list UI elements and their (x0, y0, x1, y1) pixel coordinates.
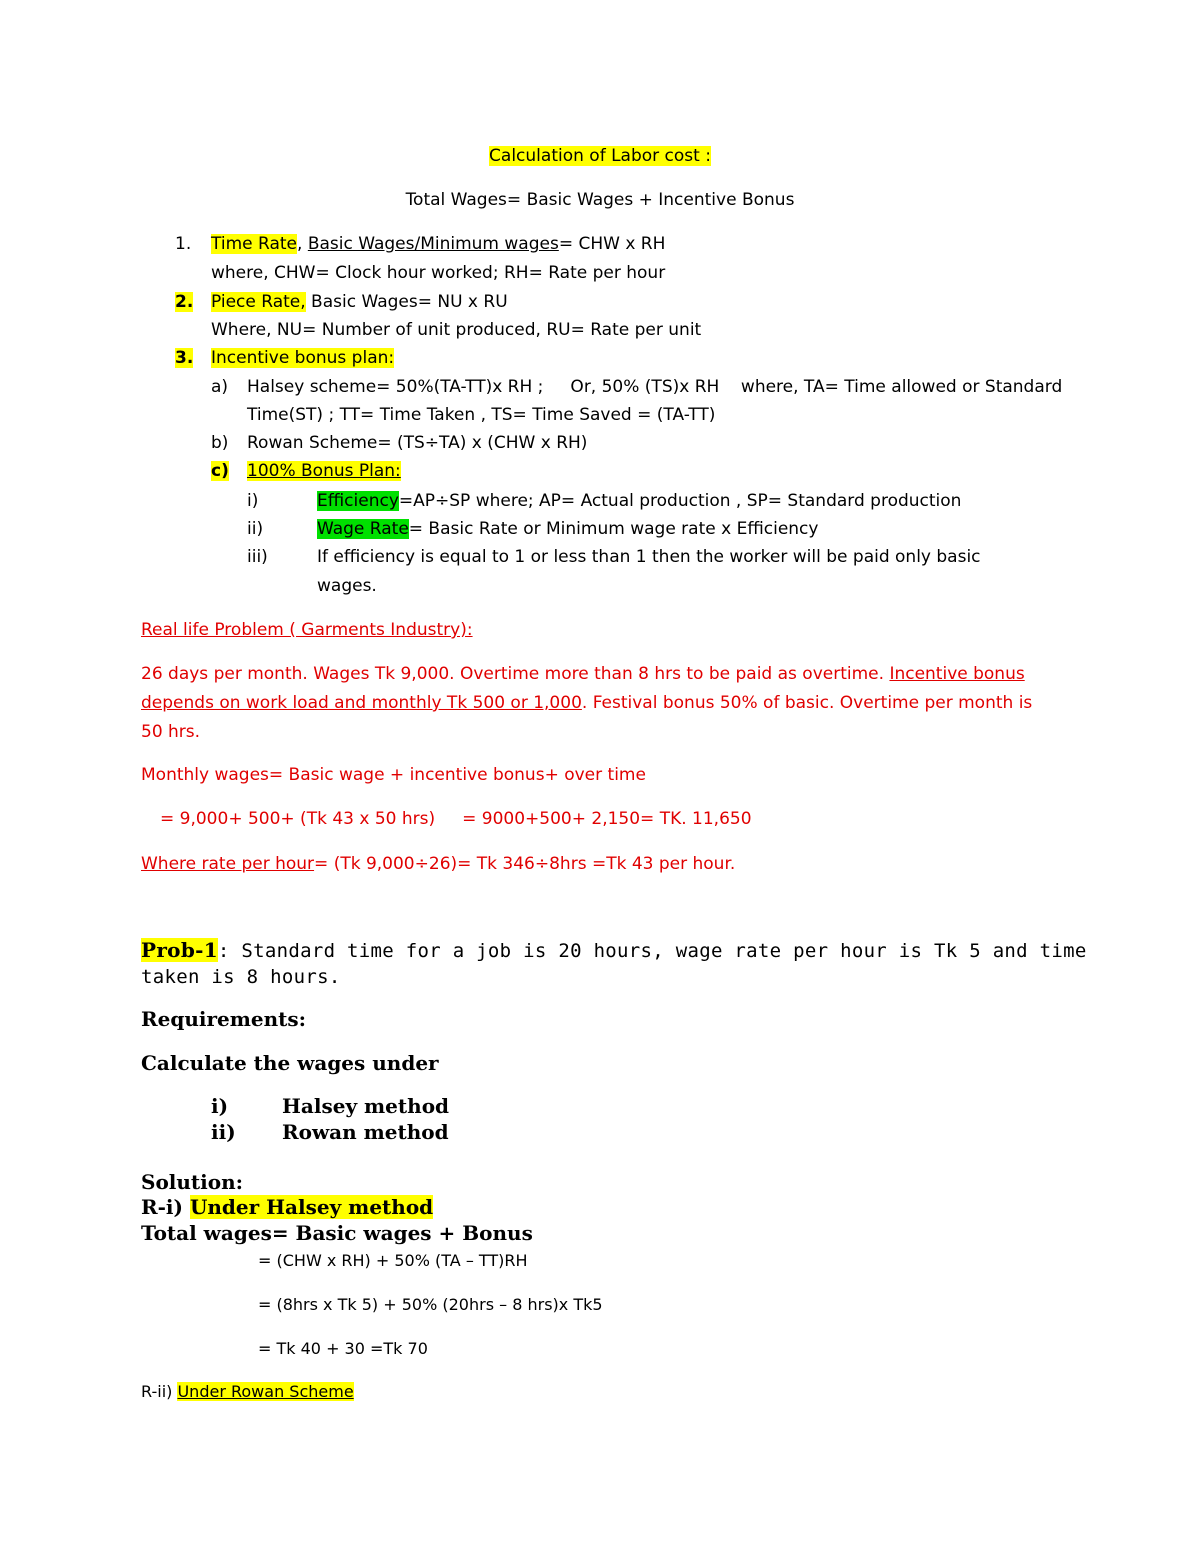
item-2-definition: Where, NU= Number of unit produced, RU= Rate per unit (211, 320, 702, 340)
bonus-plan-heading (247, 460, 401, 482)
method-2-label: ii) (211, 1120, 236, 1144)
method-1-label: i) (211, 1094, 229, 1118)
halsey-method-highlight: Under Halsey method (189, 1195, 434, 1219)
rowan-scheme-highlight: Under Rowan Scheme (177, 1382, 354, 1401)
item-2-number-text: 2. (175, 292, 194, 312)
real-life-para-line1 (141, 663, 1025, 685)
prob1-line2: taken is 8 hours. (141, 966, 341, 988)
item-1-sep: , (297, 234, 308, 254)
real-life-para-line2 (141, 692, 1032, 714)
prob1-label: Prob-1 (141, 938, 218, 962)
item-2-number (175, 291, 193, 313)
monthly-wages-calc: = 9,000+ 500+ (Tk 43 x 50 hrs) = 9000+500+ 2,150= TK. 11,650 (160, 809, 752, 829)
efficiency-formula: =AP÷SP where; AP= Actual production , SP= Standard production (398, 491, 962, 511)
sub-a-label: a) (211, 377, 229, 397)
total-wages-formula: Total Wages= Basic Wages + Incentive Bonus (405, 190, 795, 210)
document-title (0, 145, 1200, 167)
basic-wages-underline: Basic Wages/Minimum wages (307, 234, 559, 254)
real-life-heading: Real life Problem ( Garments Industry): (141, 620, 473, 640)
item-3-number-text: 3. (175, 348, 194, 368)
halsey-method-item: Halsey method (282, 1094, 450, 1118)
monthly-wages-formula: Monthly wages= Basic wage + incentive bonus+ over time (141, 765, 646, 785)
festival-bonus-text: . Festival bonus 50% of basic. Overtime per month is (581, 693, 1033, 713)
piece-rate-highlight: Piece Rate, (211, 292, 306, 312)
requirements-heading: Requirements: (141, 1007, 307, 1031)
efficiency-rule-line2: wages. (317, 576, 377, 596)
total-wages-bonus: Total wages= Basic wages + Bonus (141, 1221, 533, 1245)
efficiency-rule-line1: If efficiency is equal to 1 or less than 1 then the worker will be paid only basic (317, 547, 981, 567)
sub-c-label-text: c) (211, 461, 229, 481)
rate-per-hour-calc: = (Tk 9,000÷26)= Tk 346÷8hrs =Tk 43 per hour. (314, 854, 736, 874)
time-rate-highlight: Time Rate (211, 234, 297, 254)
item-1-number: 1. (175, 234, 192, 254)
r-i-label: R-i) (141, 1195, 190, 1219)
efficiency-highlight: Efficiency (317, 491, 399, 511)
roman-ii-label: ii) (247, 519, 264, 539)
incentive-bonus-underline: Incentive bonus (889, 664, 1025, 684)
item-2-rest: Basic Wages= NU x RU (305, 292, 508, 312)
item-1-rest: = CHW x RH (558, 234, 666, 254)
rowan-method-item: Rowan method (282, 1120, 449, 1144)
r-ii-heading (141, 1381, 354, 1403)
r-i-heading (141, 1194, 433, 1220)
item-1-line (211, 233, 665, 255)
title-text: Calculation of Labor cost : (489, 146, 711, 166)
roman-iii-label: iii) (247, 547, 268, 567)
halsey-scheme-formula: Halsey scheme= 50%(TA-TT)x RH ; Or, 50% (TS)x RH where, TA= Time allowed or Standard (247, 377, 1063, 397)
rate-per-hour-line (141, 853, 735, 875)
real-life-para-line1-text: 26 days per month. Wages Tk 9,000. Overtime more than 8 hrs to be paid as overtime. (141, 664, 890, 684)
solution-heading: Solution: (141, 1170, 244, 1194)
wage-rate-formula: = Basic Rate or Minimum wage rate x Efficiency (408, 519, 819, 539)
prob1-text1: : Standard time for a job is 20 hours, wage rate per hour is Tk 5 and time (217, 940, 1087, 962)
halsey-scheme-definition: Time(ST) ; TT= Time Taken , TS= Time Saved = (TA-TT) (247, 405, 716, 425)
wage-rate-highlight: Wage Rate (317, 519, 409, 539)
bonus-plan-highlight: 100% Bonus Plan: (247, 461, 401, 481)
item-3-number (175, 347, 193, 369)
halsey-eq-3: = Tk 40 + 30 =Tk 70 (258, 1339, 428, 1358)
rate-per-hour-underline: Where rate per hour (141, 854, 315, 874)
item-3-line (211, 347, 394, 369)
efficiency-line (317, 490, 961, 512)
r-ii-label: R-ii) (141, 1382, 178, 1401)
sub-b-label: b) (211, 433, 229, 453)
halsey-eq-1: = (CHW x RH) + 50% (TA – TT)RH (258, 1251, 528, 1270)
calculate-wages-line: Calculate the wages under (141, 1051, 439, 1075)
workload-underline: depends on work load and monthly Tk 500 or 1,000 (141, 693, 582, 713)
item-1-definition: where, CHW= Clock hour worked; RH= Rate per hour (211, 263, 666, 283)
sub-c-label (211, 460, 229, 482)
prob1-line1 (141, 937, 1087, 964)
incentive-bonus-highlight: Incentive bonus plan: (211, 348, 395, 368)
rowan-scheme-formula: Rowan Scheme= (TS÷TA) x (CHW x RH) (247, 433, 588, 453)
item-2-line (211, 291, 508, 313)
wage-rate-line (317, 518, 818, 540)
halsey-eq-2: = (8hrs x Tk 5) + 50% (20hrs – 8 hrs)x Tk5 (258, 1295, 603, 1314)
real-life-para-line3: 50 hrs. (141, 722, 201, 742)
roman-i-label: i) (247, 491, 259, 511)
